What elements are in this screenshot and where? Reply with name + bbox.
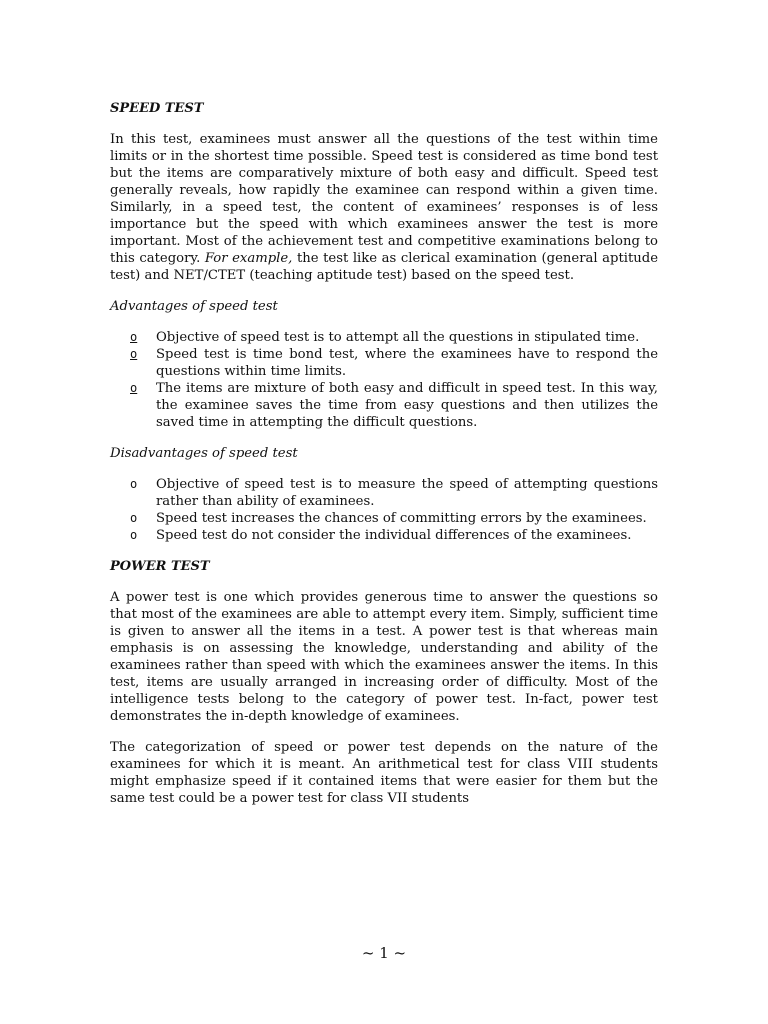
bullet-marker: o [130, 330, 138, 344]
list-item [110, 380, 658, 431]
document-page [110, 100, 658, 821]
bullet-marker: o [130, 381, 138, 395]
page-number: ~ 1 ~ [361, 944, 407, 962]
disadvantage-text: Objective of speed test is to measure the speed of attempting questions rather than ability of examinees. [156, 477, 658, 509]
speed-test-paragraph-example: the test like as clerical examination (general aptitude test) and NET/CTET (teaching aptitude test) based on the speed test. [110, 251, 658, 283]
disadvantages-list [110, 476, 658, 544]
for-example-label: For example, [204, 251, 293, 266]
power-test-paragraph-2: The categorization of speed or power test depends on the nature of the examinees for which it is meant. An arithmetical test for class VIII students might emphasize speed if it contained items that were easier for them but the same test could be a power test for class VII students [110, 740, 658, 806]
bullet-marker: o [130, 511, 138, 525]
advantage-text: The items are mixture of both easy and difficult in speed test. In this way, the examinee saves the time from easy questions and then utilizes the saved time in attempting the difficult questions. [156, 381, 658, 430]
list-item [110, 510, 658, 527]
power-test-paragraph-1: A power test is one which provides generous time to answer the questions so that most of the examinees are able to attempt every item. Simply, sufficient time is given to answer all the items in a test. A power test is that whereas main emphasis is on assessing the knowledge, understanding and ability of the examinees rather than speed with which the examinees answer the items. In this test, items are usually arranged in increasing order of difficulty. Most of the intelligence tests belong to the category of power test. In-fact, power test demonstrates the in-depth knowledge of examinees. [110, 590, 658, 724]
disadvantage-text: Speed test increases the chances of committing errors by the examinees. [156, 511, 647, 526]
advantages-heading: Advantages of speed test [110, 299, 278, 314]
power-test-heading: POWER TEST [110, 559, 210, 574]
bullet-marker: o [130, 477, 138, 491]
advantages-list [110, 329, 658, 431]
advantage-text: Speed test is time bond test, where the examinees have to respond the questions within time limits. [156, 347, 658, 379]
advantage-text: Objective of speed test is to attempt all the questions in stipulated time. [156, 330, 640, 345]
list-item [110, 527, 658, 544]
speed-test-paragraph [110, 131, 658, 284]
list-item [110, 329, 658, 346]
disadvantages-heading: Disadvantages of speed test [110, 446, 298, 461]
list-item [110, 346, 658, 380]
bullet-marker: o [130, 347, 138, 361]
speed-test-heading: SPEED TEST [110, 101, 204, 116]
list-item [110, 476, 658, 510]
disadvantage-text: Speed test do not consider the individual differences of the examinees. [156, 528, 632, 543]
speed-test-paragraph-main: In this test, examinees must answer all the questions of the test within time limits or in the shortest time possible. Speed test is considered as time bond test but the items are comparatively mixture of both easy and difficult. Speed test generally reveals, how rapidly the examinee can respond within a given time. Similarly, in a speed test, the content of examinees’ responses is of less importance but the speed with which examinees answer the test is more important. Most of the achievement test and competitive examinations belong to this category. [110, 132, 658, 266]
bullet-marker: o [130, 528, 138, 542]
